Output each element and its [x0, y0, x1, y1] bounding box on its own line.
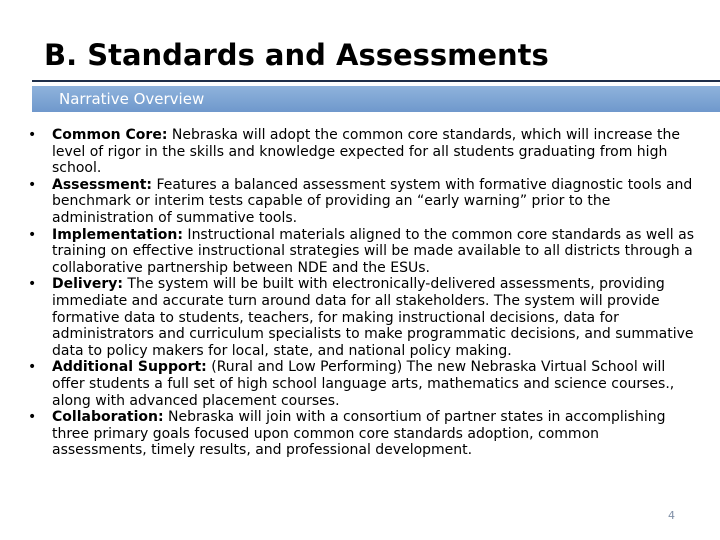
- bullet-text: Nebraska will join with a consortium of partner states in accomplishing three primary goals focused upon common core standards adoption, common assessments, timely results, and professional development.: [52, 409, 666, 459]
- bullet-icon: •: [28, 359, 37, 376]
- bullet-term: Implementation:: [52, 226, 183, 243]
- bullet-term: Common Core:: [52, 127, 168, 143]
- bullet-item-additional-support: [28, 359, 696, 409]
- bullet-term: Collaboration:: [52, 409, 164, 426]
- bullet-item-common-core: [28, 127, 696, 177]
- bullet-text: Instructional materials aligned to the common core standards as well as training on effective instructional strategies will be made available to all districts through a collaborative partnership between NDE and the ESUs.: [52, 226, 694, 276]
- bullet-item-delivery: [28, 276, 696, 359]
- slide-title: B. Standards and Assessments: [44, 38, 549, 72]
- bullet-text: Nebraska will adopt the common core standards, which will increase the level of rigor in the skills and knowledge expected for all students graduating from high school.: [52, 127, 680, 177]
- bullet-icon: •: [28, 276, 37, 293]
- bullet-text: (Rural and Low Performing) The new Nebraska Virtual School will offer students a full set of high school language arts, mathematics and science courses., along with advanced placement courses.: [52, 359, 675, 409]
- title-divider: [32, 80, 720, 82]
- bullet-text: The system will be built with electronically-delivered assessments, providing immediate and accurate turn around data for all stakeholders. The system will provide formative data to students, teachers, for making instructional decisions, data for administrators and curriculum specialists to make programmatic decisions, and summative data to policy makers for local, state, and national policy making.: [52, 276, 694, 359]
- page-number: 4: [668, 509, 675, 522]
- bullet-term: Delivery:: [52, 276, 123, 293]
- bullet-icon: •: [28, 226, 37, 243]
- bullet-icon: •: [28, 409, 37, 426]
- section-header-bar: [32, 86, 720, 112]
- bullet-item-implementation: [28, 227, 696, 277]
- bullet-icon: •: [28, 176, 37, 193]
- bullet-list: [28, 127, 696, 459]
- bullet-item-collaboration: [28, 409, 696, 459]
- bullet-item-assessment: [28, 177, 696, 227]
- section-header-label: Narrative Overview: [59, 90, 205, 108]
- bullet-text: Features a balanced assessment system with formative diagnostic tools and benchmark or interim tests capable of providing an “early warning” prior to the administration of summative tools.: [52, 176, 693, 226]
- bullet-icon: •: [28, 127, 37, 143]
- bullet-term: Additional Support:: [52, 359, 207, 376]
- bullet-term: Assessment:: [52, 176, 153, 193]
